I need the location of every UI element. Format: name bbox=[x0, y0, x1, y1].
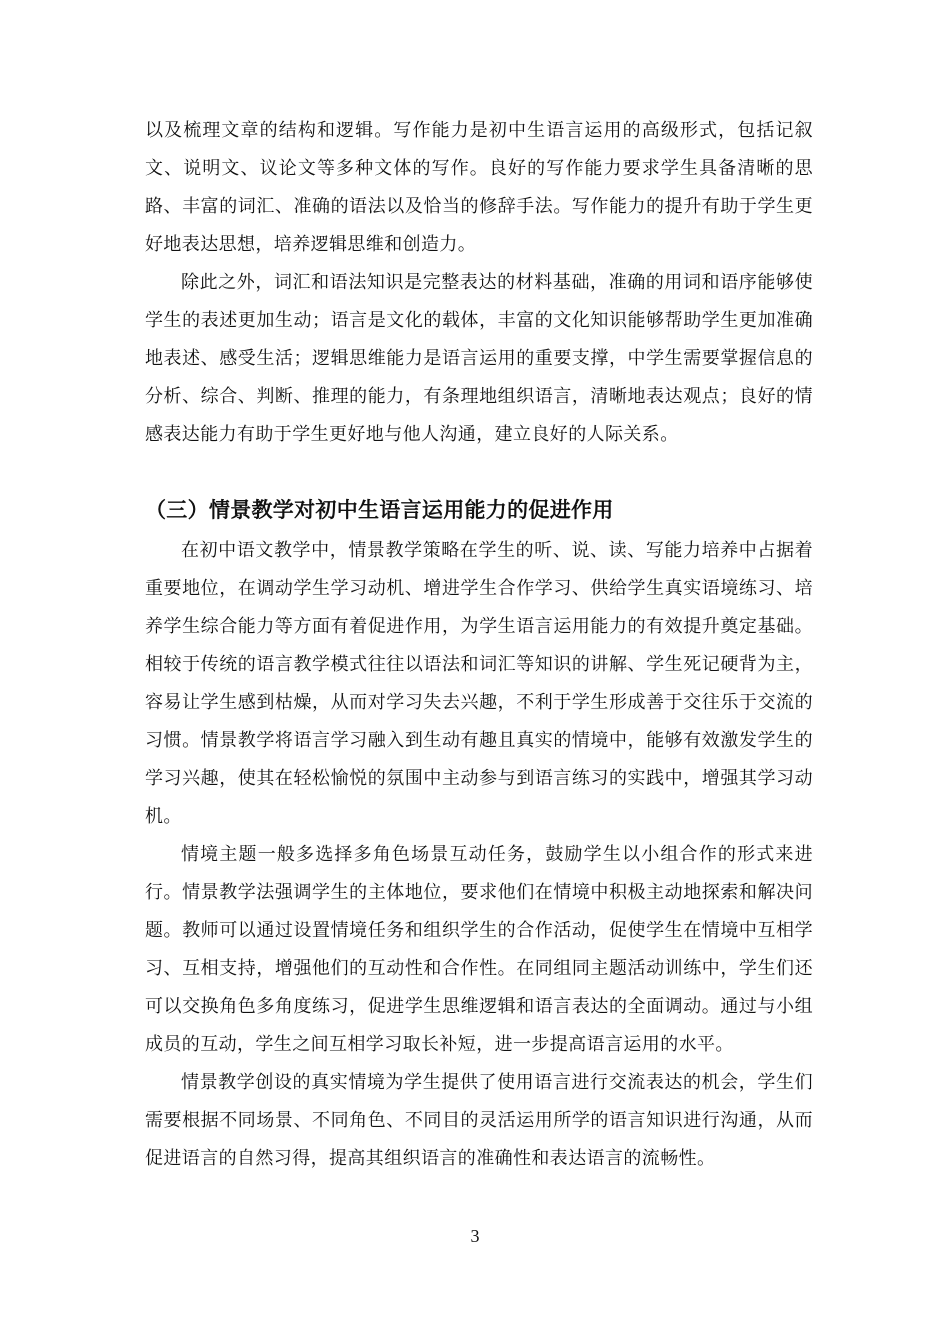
paragraph: 情景教学创设的真实情境为学生提供了使用语言进行交流表达的机会，学生们需要根据不同场景、不同角色、不同目的灵活运用所学的语言知识进行沟通，从而促进语言的自然习得，提高其组织语言的准确性和表达语言的流畅性。 bbox=[145, 1072, 813, 1169]
section-heading: （三）情景教学对初中生语言运用能力的促进作用 bbox=[145, 498, 614, 522]
section-body-text bbox=[145, 532, 813, 1178]
page-number: 3 bbox=[470, 1226, 480, 1246]
paragraph: 情境主题一般多选择多角色场景互动任务，鼓励学生以小组合作的形式来进行。情景教学法强调学生的主体地位，要求他们在情境中积极主动地探索和解决问题。教师可以通过设置情境任务和组织学生的合作活动，促使学生在情境中互相学习、互相支持，增强他们的互动性和合作性。在同组同主题活动训练中，学生们还可以交换角色多角度练习，促进学生思维逻辑和语言表达的全面调动。通过与小组成员的互动，学生之间互相学习取长补短，进一步提高语言运用的水平。 bbox=[145, 844, 813, 1055]
paragraph-continued: 以及梳理文章的结构和逻辑。写作能力是初中生语言运用的高级形式，包括记叙文、说明文、议论文等多种文体的写作。良好的写作能力要求学生具备清晰的思路、丰富的词汇、准确的语法以及恰当的修辞手法。写作能力的提升有助于学生更好地表达思想，培养逻辑思维和创造力。 bbox=[145, 120, 813, 255]
section-intro-text bbox=[145, 112, 813, 454]
paragraph: 在初中语文教学中，情景教学策略在学生的听、说、读、写能力培养中占据着重要地位，在调动学生学习动机、增进学生合作学习、供给学生真实语境练习、培养学生综合能力等方面有着促进作用，为学生语言运用能力的有效提升奠定基础。相较于传统的语言教学模式往往以语法和词汇等知识的讲解、学生死记硬背为主，容易让学生感到枯燥，从而对学习失去兴趣，不利于学生形成善于交往乐于交流的习惯。情景教学将语言学习融入到生动有趣且真实的情境中，能够有效激发学生的学习兴趣，使其在轻松愉悦的氛围中主动参与到语言练习的实践中，增强其学习动机。 bbox=[145, 540, 813, 827]
paragraph: 除此之外，词汇和语法知识是完整表达的材料基础，准确的用词和语序能够使学生的表述更加生动；语言是文化的载体，丰富的文化知识能够帮助学生更加准确地表述、感受生活；逻辑思维能力是语言运用的重要支撑，中学生需要掌握信息的分析、综合、判断、推理的能力，有条理地组织语言，清晰地表达观点；良好的情感表达能力有助于学生更好地与他人沟通，建立良好的人际关系。 bbox=[145, 272, 813, 445]
